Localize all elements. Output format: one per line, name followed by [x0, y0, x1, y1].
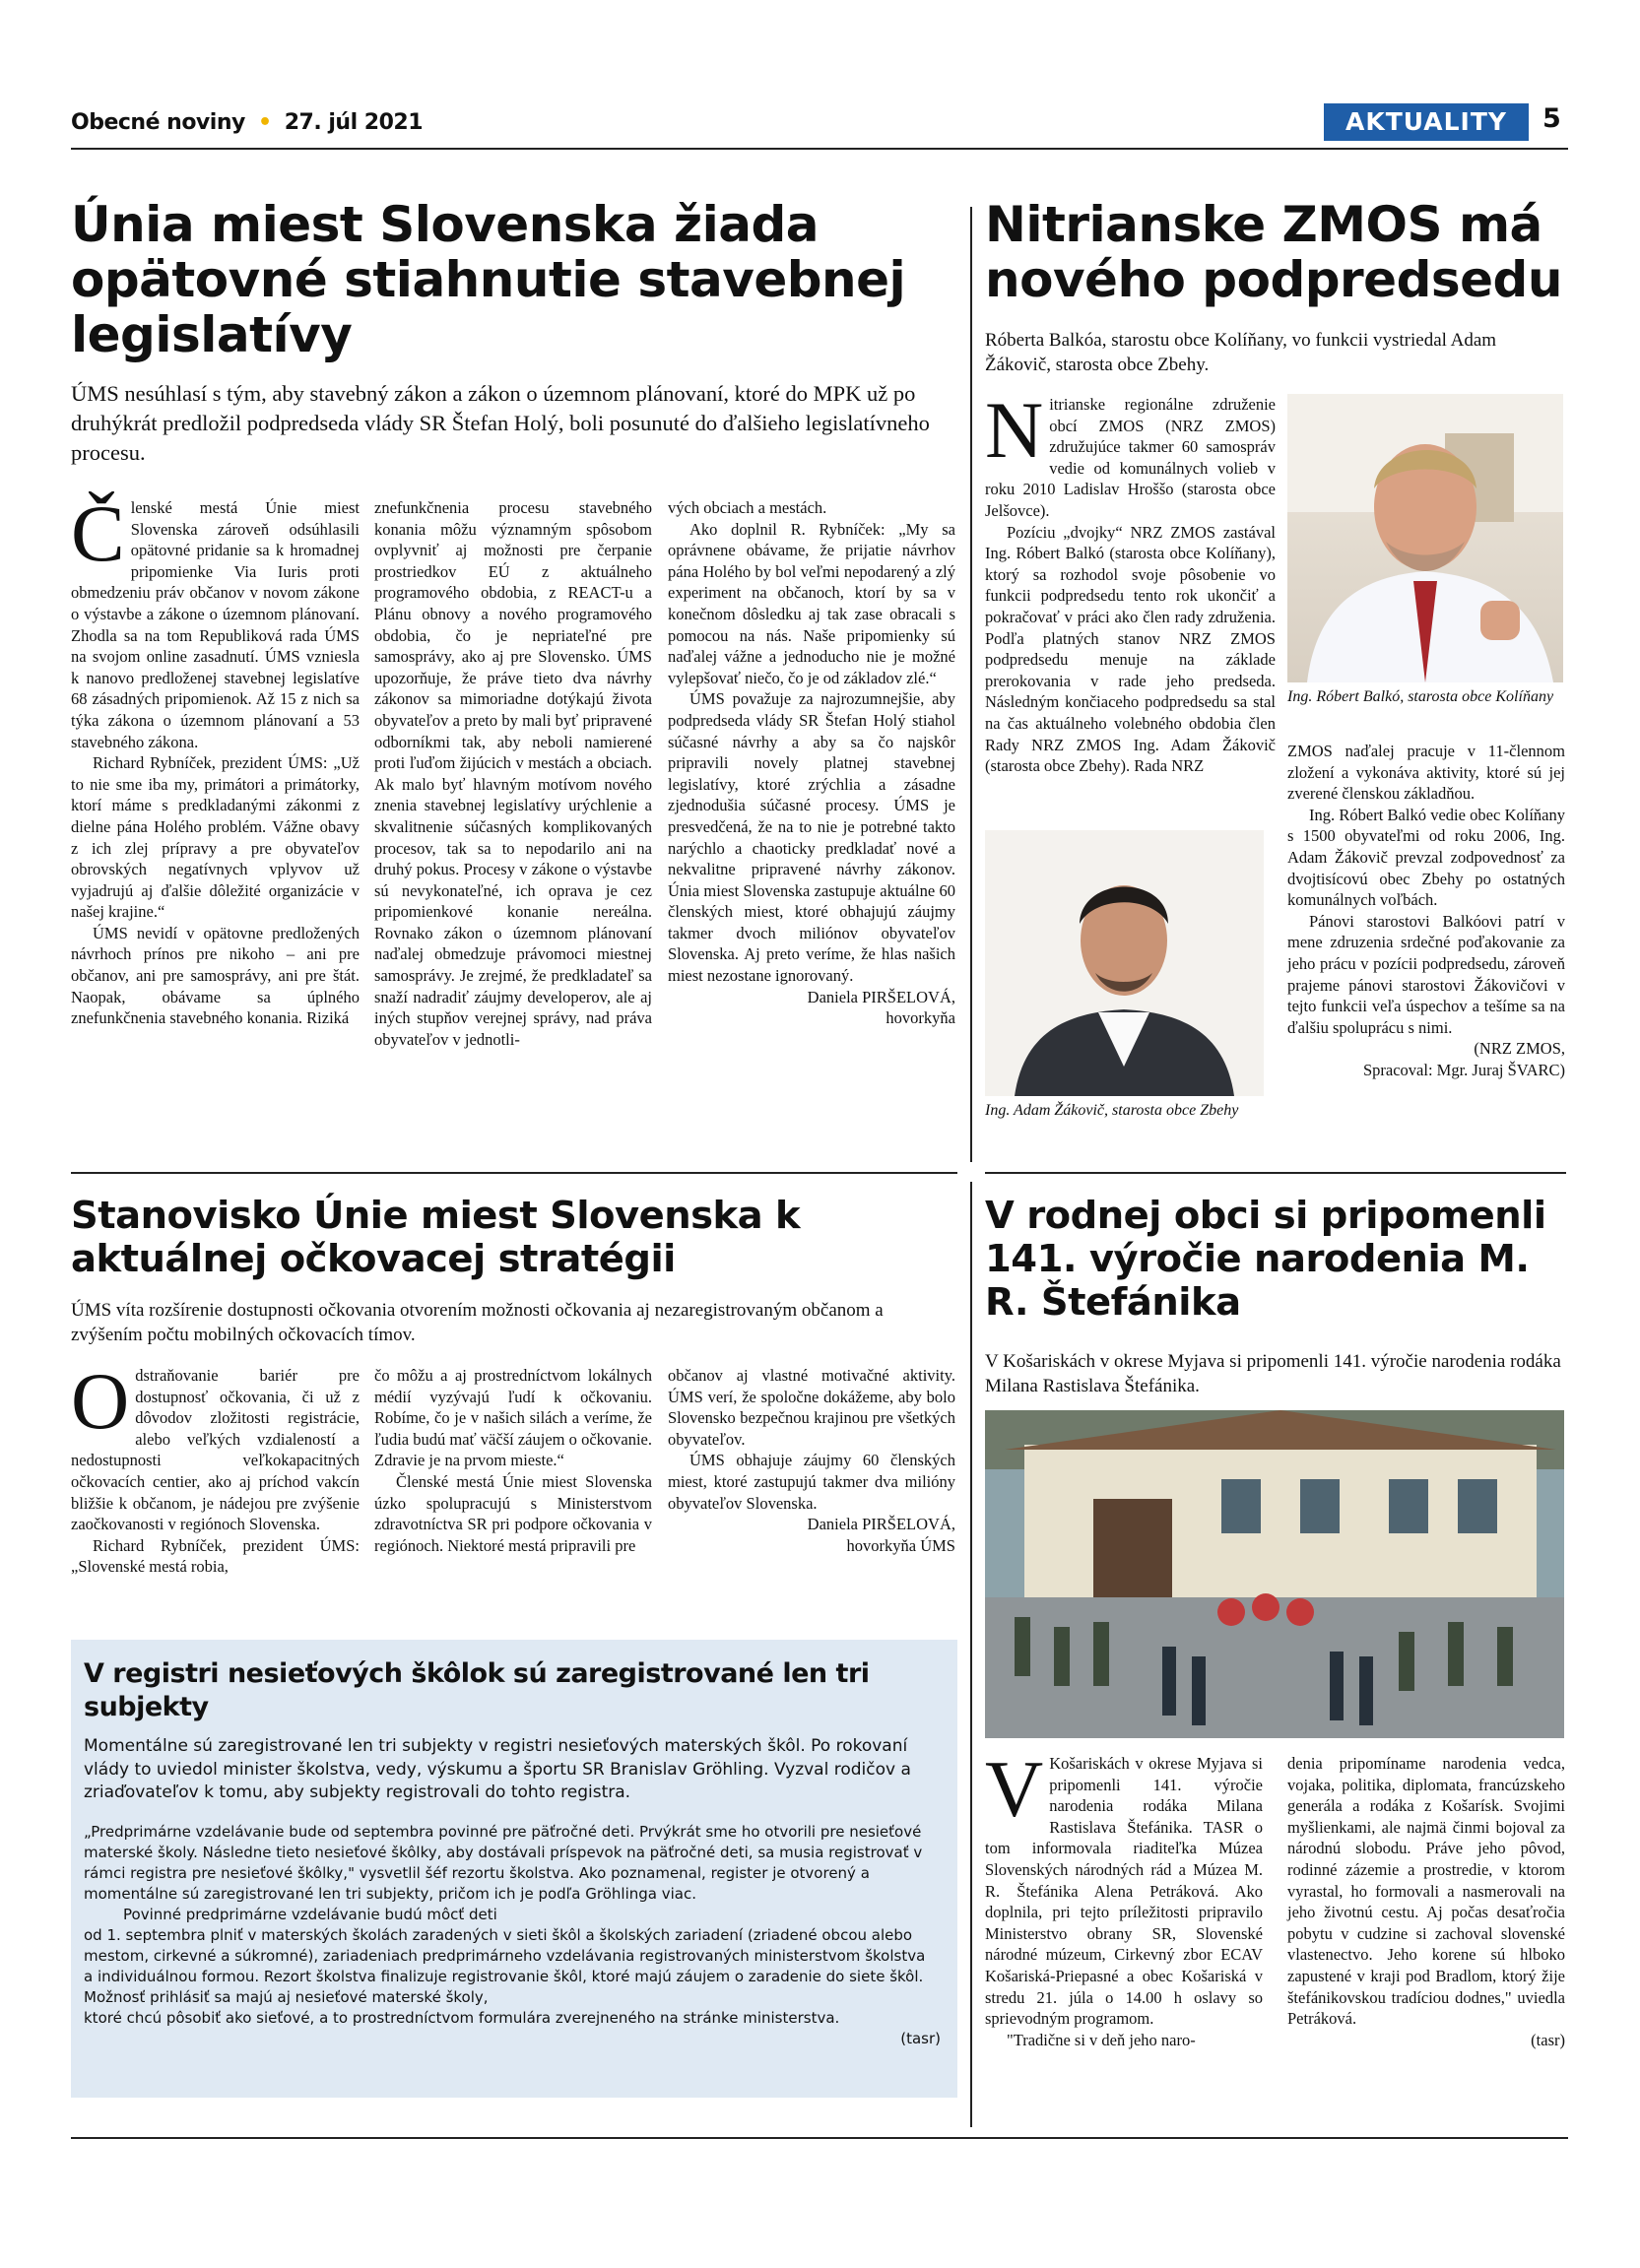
source: Spracoval: Mgr. Juraj ŠVARC)	[1362, 1060, 1565, 1079]
article3-col2: čo môžu a aj prostredníctvom lokálnych médií vyzývajú ľudí k očkovaniu. Robíme, čo je v našich silách a veríme, že ľudia budú mať väčší záujem o očkovanie. Zdravie je na prvom mieste.“ Členské mestá Únie miest Slovenska úzko spolupracujú s Ministerstvom zdravotníctva SR pri podpore očkovania v regiónoch. Niektoré mestá pripravili pre	[374, 1366, 652, 1555]
article5-col2: denia pripomíname narodenia vedca, vojaka, politika, diplomata, francúzskeho generála a rodáka z Košarísk. Svojimi myšlienkami, ale najmä činmi bojoval za národnú slobodu. Práve jeho pôvod, rodinné zázemie a prostredie, v ktorom vyrastal, ho formovali a nasmerovali na jeho životnú cestu. Aj počas desaťročia pobytu v cudzine si zachoval slovenské vlastenectvo. Jeho korene sú hlboko zapustené v kraji pod Bradlom, ktorý žije štefánikovskou tradíciou dodnes," uviedla Petráková. (tasr)	[1287, 1754, 1565, 2049]
article3-lead: ÚMS víta rozšírenie dostupnosti očkovania otvorením možnosti očkovania aj nezaregistrovaným občanom a zvýšením počtu mobilných očkovacích tímov.	[71, 1300, 884, 1345]
section-rule	[985, 1172, 1566, 1174]
caption-zakovic: Ing. Adam Žákovič, starosta obce Zbehy	[985, 1102, 1239, 1119]
dropcap: N	[985, 385, 1044, 475]
source: (NRZ ZMOS,	[1474, 1039, 1565, 1059]
section-label: AKTUALITY	[1324, 103, 1529, 141]
article5-title: V rodnej obci si pripomenli 141. výročie narodenia M. R. Štefánika	[985, 1194, 1546, 1325]
article3-col1: O dstraňovanie bariér pre dostupnosť očkovania, či už z dôvodov zložitosti registrácie, alebo veľkých vzdialeností a nedostupnosti veľkokapacitných očkovacích centier, ako aj príchod vakcín bližšie k občanom, je nádejou pre zvýšenie zaočkovanosti v regiónoch Slovenska. Richard Rybníček, prezident ÚMS: „Slovenské mestá robia,	[71, 1356, 360, 1577]
dropcap: Č	[71, 488, 125, 578]
author-name: Daniela PIRŠELOVÁ,	[807, 1515, 955, 1534]
article3-title: Stanovisko Únie miest Slovenska k aktuálnej očkovacej stratégii	[71, 1194, 801, 1281]
article2-col2: ZMOS naďalej pracuje v 11-člennom zložení a vykonáva aktivity, ktoré sú jej zverené členskou základňou. Ing. Róbert Balkó vedie obec Kolíňany s 1500 obyvateľmi od roku 2006, Ing. Adam Žákovič prevzal zodpovednosť za dvojtisícovú obec Zbehy po ostatných komunálnych voľbách. Pánovi starostovi Balkóovi patrí v mene zdruzenia srdečné poďakovanie za jeho prácu v pozícii podpredsedu, zároveň prajeme pánovi starostovi Žákovičovi v tejto funkcii veľa úspechov a tešíme sa na ďalšiu spoluprácu s nimi. (NRZ ZMOS, Spracoval: Mgr. Juraj ŠVARC)	[1287, 742, 1565, 1079]
dropcap: O	[71, 1356, 130, 1446]
portrait-zakovic	[985, 830, 1264, 1096]
article2-lead: Róberta Balkóa, starostu obce Kolíňany, vo funkcii vystriedal Adam Žákovič, starosta obce Zbehy.	[985, 330, 1497, 375]
section-rule	[71, 1172, 957, 1174]
caption-balko: Ing. Róbert Balkó, starosta obce Kolíňany	[1287, 688, 1554, 705]
bullet: •	[258, 110, 272, 135]
author-name: Daniela PIRŠELOVÁ,	[807, 987, 955, 1006]
ceremony-kosariska	[985, 1410, 1564, 1738]
page-number: 5	[1542, 103, 1561, 134]
article1-col1: Č lenské mestá Únie miest Slovenska zároveň odsúhlasili opätovné pridanie sa k hromadnej pripomienke Via Iuris proti obmedzeniu práv občanov v novom zákone o výstavbe a zákone o územnom plánovaní. Zhodla sa na tom Republiková rada ÚMS na svojom online zasadnutí. ÚMS vzniesla k nanovo predloženej stavebnej legislatíve 68 zásadných pripomienok. Až 15 z nich sa týka zákona o územnom plánovaní a 53 stavebného zákona. Richard Rybníček, prezident ÚMS: „Už to nie sme iba my, primátori a primátorky, ktorí máme s predkladanými zákonmi z dielne pána Holého problém. Vážne obavy z ich zlej prípravy a pre obyvateľov obrovských negatívnych vplyvov už vyjadrujú aj ďalšie dôležité organizácie v našej krajine.“ ÚMS nevidí v opätovne predložených návrhoch prínos pre nikoho – ani pre občanov, ani pre samosprávy, ani pre štát. Naopak, obávame sa úplného znefunkčnenia stavebného konania. Riziká	[71, 488, 360, 1028]
source: (tasr)	[1531, 2030, 1565, 2049]
author-role: hovorkyňa	[886, 1008, 955, 1028]
article1-title: Únia miest Slovenska žiada opätovné stiahnutie stavebnej legislatívy	[71, 196, 906, 363]
column-divider	[970, 207, 972, 1162]
portrait-balko	[1287, 394, 1563, 682]
article3-col3: občanov aj vlastné motivačné aktivity. ÚMS verí, že spoločne dokážeme, aby bolo Slovensko bezpečnou krajinou pre všetkých obyvateľov. ÚMS obhajuje záujmy 60 členských miest, ktoré zastupujú takmer dva milióny obyvateľov Slovenska. Daniela PIRŠELOVÁ, hovorkyňa ÚMS	[668, 1366, 955, 1555]
article5-col1: V Košariskách v okrese Myjava si pripomenli 141. výročie narodenia rodáka Milana Rastislava Štefánika. TASR o tom informovala riaditeľka Múzea Slovenských národných rád a Múzea M. R. Štefánika Alena Petráková. Ako doplnila, pri tejto príležitosti pripravilo Ministerstvo obrany SR, Slovenské národné múzeum, Cirkevný zbor ECAV Košariská-Priepasné a obec Košariská v stredu 21. júla o 14.00 h oslavy so sprievodným programom. "Tradične si v deň jeho naro-	[985, 1744, 1263, 2049]
article2-title: Nitrianske ZMOS má nového podpredsedu	[985, 196, 1562, 308]
column-divider	[970, 1182, 972, 2127]
article4-body: „Predprimárne vzdelávanie bude od septembra povinné pre päťročné deti. Prvýkrát sme ho otvorili pre nesieťové materské školy. Následne tieto nesieťové škôlky, aby dostávali príspevok na päťročné deti, sa musia registrovať v rámci registra pre nesieťové škôlky," vysvetlil šéf rezortu školstva. Ako poznamenal, register je otvorený a momentálne sú zaregistrované len tri subjekty, pričom ich je podľa Gröhlinga viac. Povinné predprimárne vzdelávanie budú môcť deti od 1. septembra plniť v materských školách zaradených v sieti škôl a školských zariadení (zriadené obcou alebo mestom, cirkevné a súkromné), zariadeniach predprimárneho vzdelávania registrovaných ministerstvom školstva a individuálnou formou. Rezort školstva finalizuje registrovanie škôl, ktoré majú záujem o zaradenie do siete škôl. Možnosť prihlásiť sa majú aj nesieťové materské školy, ktoré chcú pôsobiť ako sieťové, a to prostredníctvom formulára zverejneného na stránke ministerstva. (tasr)	[84, 1823, 941, 2047]
header-rule	[71, 148, 1568, 150]
masthead	[71, 110, 423, 135]
article1-col3: vých obciach a mestách. Ako doplnil R. Rybníček: „My sa oprávnene obávame, že prijatie návrhov pána Holého by bol veľmi nepodarený a zlý experiment na občanoch, ktorí by sa v konečnom dôsledku aj tak zase obracali s pomocou na nás. Naše pripomienky sú naďalej vážne a jednoducho nie je možné vylepšovať niečo, čo je od základov zlé.“ ÚMS považuje za najrozumnejšie, aby podpredseda vlády SR Štefan Holý stiahol súčasné návrhy a aby sa čo najskôr pripravili novely platnej stavebnej legislatívy, ktoré zrýchlia a zásadne zjednodušia súčasné procesy. ÚMS je presvedčená, že na to nie je potrebné takto narýchlo a chaoticky predkladať nové a nekvalitne pripravené návrhy zákonov. Únia miest Slovenska zastupuje aktuálne 60 členských miest, ktoré obhajujú záujmy takmer dvoch miliónov obyvateľov Slovenska. Aj preto veríme, že hlas našich miest nezostane ignorovaný. Daniela PIRŠELOVÁ, hovorkyňa	[668, 498, 955, 1028]
source: (tasr)	[900, 2030, 941, 2047]
footer-rule	[71, 2137, 1568, 2139]
article4-lead: Momentálne sú zaregistrované len tri subjekty v registri nesieťových materských škôl. Po rokovaní vlády to uviedol minister školstva, vedy, výskumu a športu SR Branislav Gröhling. Vyzval rodičov a zriaďovateľov k tomu, aby subjekty registrovali do tohto registra.	[84, 1736, 911, 1802]
author-role: hovorkyňa ÚMS	[846, 1535, 955, 1555]
article5-lead: V Košariskách v okrese Myjava si pripomenli 141. výročie narodenia rodáka Milana Rastislava Štefánika.	[985, 1351, 1561, 1396]
article1-col2: znefunkčnenia procesu stavebného konania môžu významným spôsobom ovplyvniť aj možnosti pre čerpanie prostriedkov EÚ z aktuálneho programového obdobia, z REACT-u a Plánu obnovy a nového programového obdobia, čo je nepriateľné pre samosprávy, ako aj pre Slovensko. ÚMS upozorňuje, že práve tieto dva návrhy zákonov sa mimoriadne dotýkajú života obyvateľov a preto by mali byť pripravené odborníkmi tak, aby neboli namierené proti ľuďom žijúcich v mestách a obciach. Ak malo byť hlavným motívom nového znenia stavebnej legislatívy urýchlenie a skvalitnenie súčasných komplikovaných procesov, tak sa to nepodarilo ani na druhý pokus. Procesy v zákone o výstavbe sú nevykonateľné, ich oprava je cez pripomienkové konanie nereálna. Rovnako zákon o územnom plánovaní naďalej obmedzuje právomoci miestnej samosprávy. Je zrejmé, že predkladateľ sa snaží nadradiť záujmy developerov, ale aj iných stupňov verejnej správy, nad práva obyvateľov v jednotli-	[374, 498, 652, 1049]
dropcap: V	[985, 1744, 1044, 1834]
paper-name: Obecné noviny	[71, 110, 245, 135]
issue-date: 27. júl 2021	[284, 110, 423, 135]
article2-col1: N itrianske regionálne združenie obcí ZMOS (NRZ ZMOS) združujúce takmer 60 samospráv vedie od komunálnych volieb v roku 2010 Ladislav Hrošš​o (starosta obce Jelšovce). Pozíciu „dvojky“ NRZ ZMOS zastával Ing. Róbert Balkó (starosta obce Kolíňany), ktorý sa rozhodol svoje pôsobenie vo funkcii podpredsedu tento rok ukončiť a pokračovať v práci ako člen rady združenia. Podľa platných stanov NRZ ZMOS podpredsedu menuje na základe prerokovania v rade jeho predseda. Následným končiaceho podpredsedu sa stal na čas aktuálneho volebného obdobia člen Rady NRZ ZMOS Ing. Adam Žákovič (starosta obce Zbehy). Rada NRZ	[985, 385, 1276, 776]
article4-title: V registri nesieťových škôlok sú zaregistrované len tri subjekty	[84, 1658, 870, 1722]
article1-lead: ÚMS nesúhlasí s tým, aby stavebný zákon a zákon o územnom plánovaní, ktoré do MPK už po druhýkrát predložil podpredseda vlády SR Štefan Holý, boli posunuté do ďalšieho legislatívneho procesu.	[71, 381, 930, 465]
